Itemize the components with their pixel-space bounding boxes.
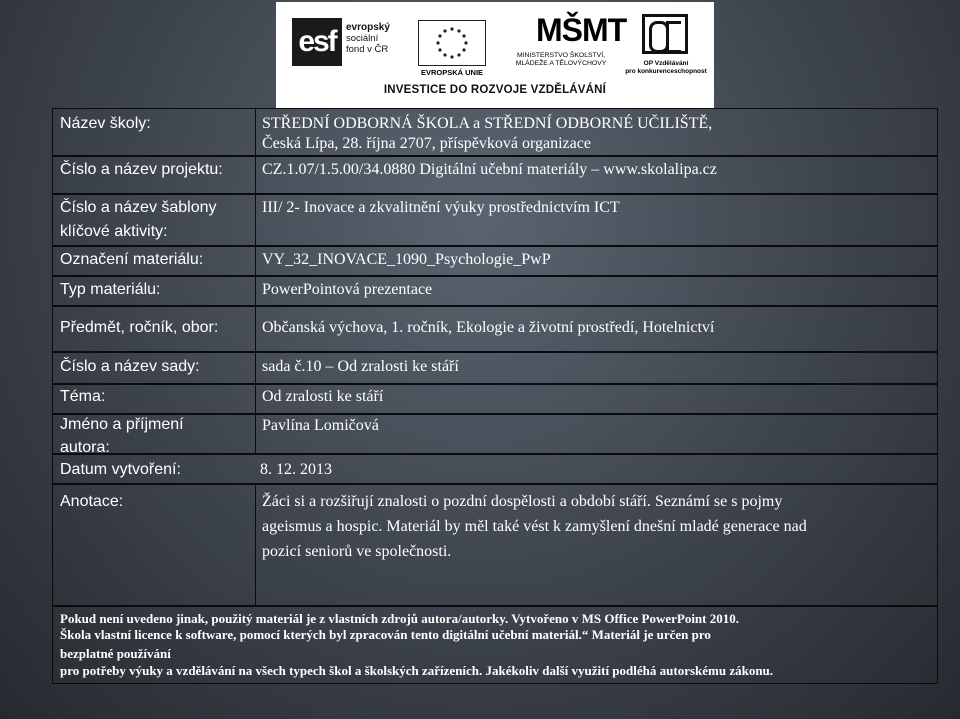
footer-line: pro potřeby výuky a vzdělávání na všech typech škol a školských zařízeních. Jakékoliv další využití podléhá autorskému zákonu. [60,663,774,678]
eu-caption: EVROPSKÁ UNIE [420,68,484,77]
school-label: Název školy: [60,115,151,132]
logo-banner [276,2,714,108]
author-label-2: autora: [60,439,110,456]
op-logo [624,10,708,80]
subject-label: Předmět, ročník, obor: [60,319,219,336]
template-label-2: klíčové aktivity: [60,223,168,240]
esf-text [346,22,390,55]
material-type-value: PowerPointová prezentace [262,281,433,298]
msmt-text-line: MLÁDEŽE A TĚLOVÝCHOVY [515,60,607,67]
op-text-line: OP Vzdělávání [643,60,689,67]
row-author [52,414,938,454]
school-value: STŘEDNÍ ODBORNÁ ŠKOLA a STŘEDNÍ ODBORNÉ UČILIŠTĚ, [262,115,713,132]
msmt-text-line: MINISTERSTVO ŠKOLSTVÍ, [517,52,605,59]
op-mark-icon [642,14,688,54]
set-value: sada č.10 – Od zralosti ke stáří [262,358,459,375]
logo-strip [276,10,714,80]
esf-text-line: fond v ČR [346,44,389,55]
msmt-mark: MŠMT [536,12,627,48]
topic-label: Téma: [60,388,106,405]
project-value: CZ.1.07/1.5.00/34.0880 Digitální učební materiály – www.skolalipa.cz [262,161,717,178]
footer-line: Škola vlastní licence k software, pomocí kterých byl zpracován tento digitální učební materiál.“ Materiál je určen pro [60,627,711,642]
esf-mark: esf [292,18,342,66]
eu-logo [414,10,490,80]
op-text [624,60,708,76]
column-divider [255,484,257,606]
date-value: 8. 12. 2013 [260,461,332,478]
row-date [52,454,938,484]
annotation-label: Anotace: [60,493,124,510]
material-type-label: Typ materiálu: [60,281,161,298]
template-label: Číslo a název šablony [60,199,217,216]
metadata-table [52,108,938,684]
material-id-value: VY_32_INOVACE_1090_Psychologie_PwP [262,251,551,268]
subject-value: Občanská výchova, 1. ročník, Ekologie a životní prostředí, Hotelnictví [262,319,715,336]
op-text-line: pro konkurenceschopnost [625,68,707,75]
annotation-value: Žáci si a rozšiřují znalosti o pozdní dospělosti a období stáří. Seznámí se s pojmy [262,493,783,510]
annotation-value-3: pozicí seniorů ve společnosti. [262,543,452,560]
esf-logo [292,10,400,80]
column-divider [255,108,257,454]
esf-text-line: evropský [346,22,390,33]
project-label: Číslo a název projektu: [60,161,223,178]
row-material-type [52,276,938,306]
set-label: Číslo a název sady: [60,358,200,375]
template-value: III/ 2- Inovace a zkvalitnění výuky prostřednictvím ICT [262,199,620,216]
msmt-text [506,52,616,68]
footer-line: Pokud není uvedeno jinak, použitý materiál je z vlastních zdrojů autora/autorky. Vytvořeno v MS Office PowerPoint 2010. [60,611,739,626]
annotation-value-2: ageismus a hospic. Materiál by měl také vést k zamyšlení dnešní mladé generace nad [262,518,807,535]
author-label: Jméno a příjmení [60,416,184,433]
topic-value: Od zralosti ke stáří [262,388,384,405]
date-label: Datum vytvoření: [60,461,181,478]
row-topic [52,384,938,414]
eu-flag-icon [418,20,486,66]
author-value: Pavlína Lomičová [262,417,379,434]
footer-line: bezplatné používání [60,646,171,661]
school-value-2: Česká Lípa, 28. října 2707, příspěvková organizace [262,135,591,152]
material-id-label: Označení materiálu: [60,251,204,268]
msmt-logo [506,10,627,80]
eu-stars-icon [419,21,485,65]
esf-text-line: sociální [346,33,379,44]
investice-tagline: INVESTICE DO ROZVOJE VZDĚLÁVÁNÍ [383,84,607,96]
